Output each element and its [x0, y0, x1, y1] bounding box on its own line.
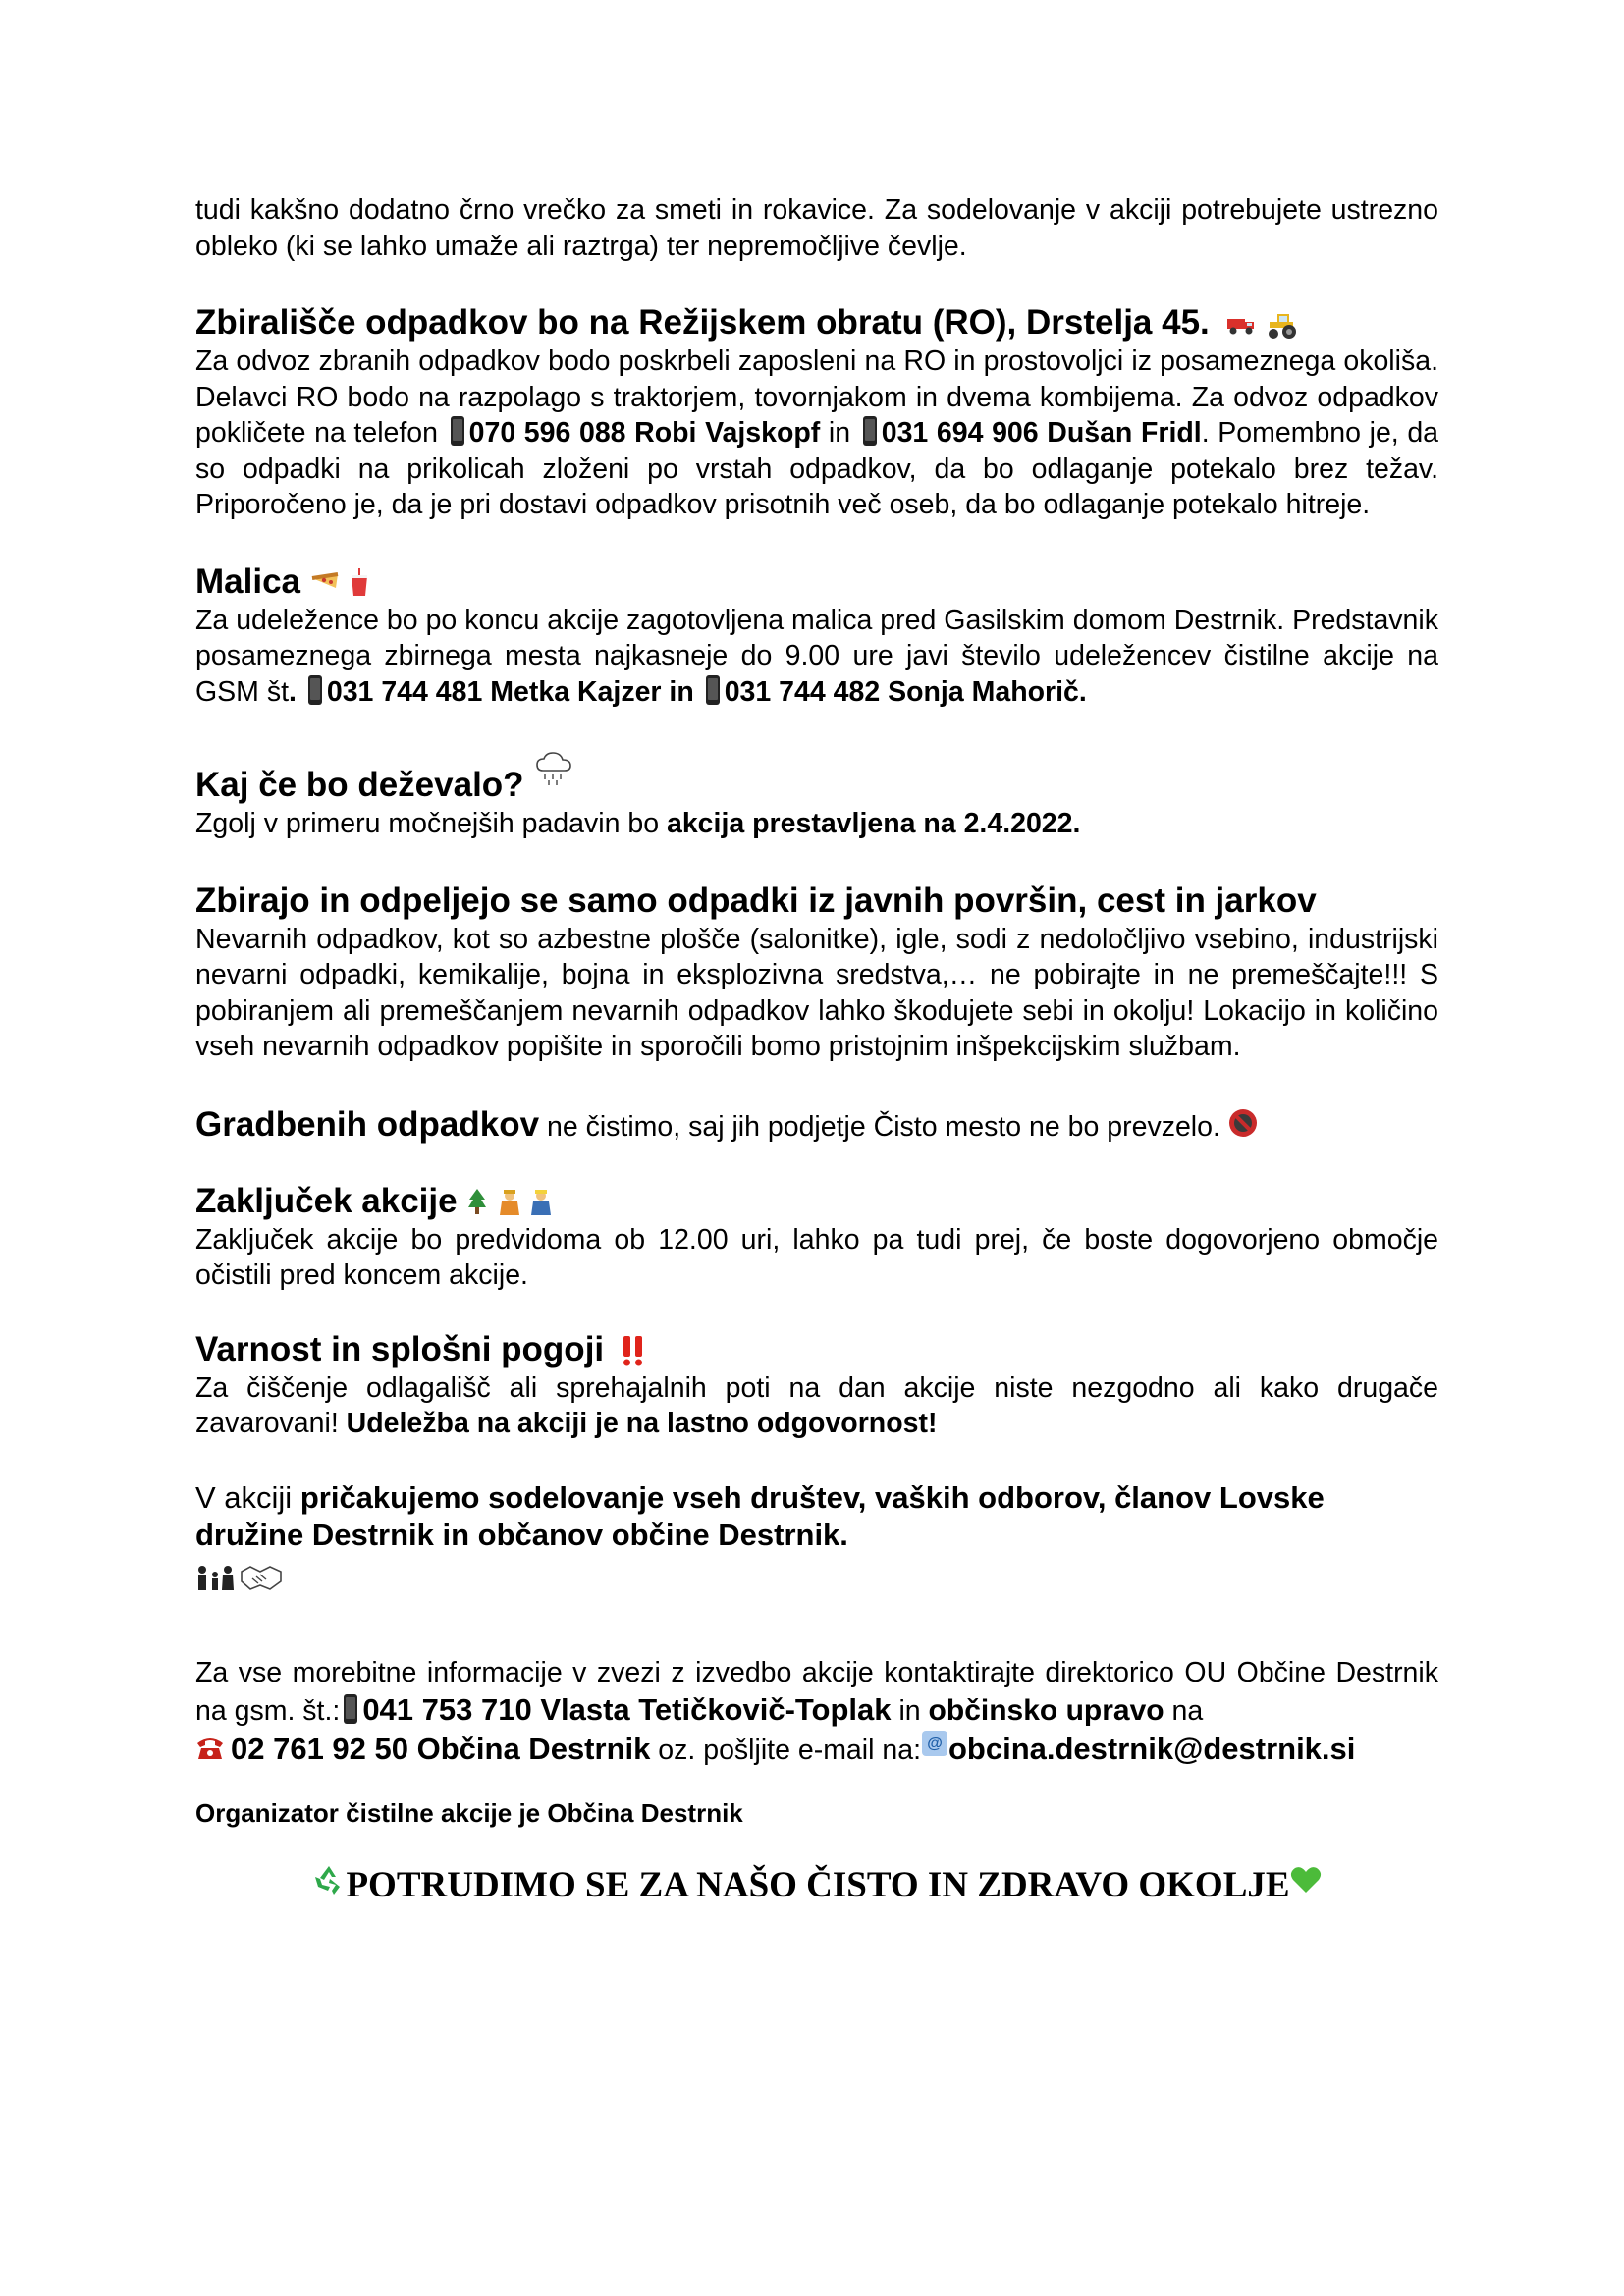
green-heart-icon [1290, 1865, 1322, 1895]
construction-section [195, 1104, 1438, 1148]
handshake-icon [239, 1562, 284, 1595]
snack-dot: . [289, 675, 297, 708]
document-content [195, 192, 1438, 1906]
public-paragraph: Nevarnih odpadkov, kot so azbestne plošče (salonitke), igle, sodi z nedoločljivo vsebino, industrijski nevarni odpadki, kemikalije, bojna in eksplozivna sredstva,… ne pobirajte in ne premeščajte!!! S pobiranjem ali premeščanjem nevarnih odpadkov lahko škodujete sebi in okolju! Lokacijo in količino vseh nevarnih odpadkov popišite in sporočili bomo pristojnim inšpekcijskim službam. [195, 923, 1438, 1062]
mobile-phone-icon [863, 416, 877, 446]
family-icon [195, 1565, 235, 1592]
end-heading-text: Zaključek akcije [195, 1181, 458, 1220]
expect-text: V akciji [195, 1479, 293, 1515]
rain-bold: akcija prestavljena na 2.4.2022. [666, 808, 1081, 839]
rain-section [195, 751, 1438, 842]
public-heading: Zbirajo in odpeljejo se samo odpadki iz javnih površin, cest in jarkov [195, 881, 1317, 920]
safety-heading-text: Varnost in splošni pogoji [195, 1329, 605, 1368]
mobile-phone-icon [308, 675, 322, 705]
phone-metka: 031 744 481 Metka Kajzer in [326, 675, 694, 708]
collection-text-2: . Pomembno je, da so odpadki na prikolicah zloženi po vrstah odpadkov, da bo odlaganje potekalo brez težav. Priporočeno je, da je pri dostavi odpadkov prisotnih več oseb, da bo odlaganje potekalo hitreje. [195, 417, 1439, 520]
construction-text: ne čistimo, saj jih podjetje Čisto mesto ne bo prevzelo. [546, 1110, 1220, 1143]
contact-email[interactable]: obcina.destrnik@destrnik.si [947, 1731, 1356, 1766]
collection-text: Za odvoz zbranih odpadkov bodo poskrbeli zaposleni na RO in prostovoljci iz posameznega okoliša. Delavci RO bodo na razpolago s traktorjem, tovornjakom in dvema kombijema. Za odvoz odpadkov pokličete na telefon [195, 346, 1438, 449]
phone-dusan: 031 694 906 Dušan Fridl [881, 417, 1202, 449]
snack-text: Za udeležence bo po koncu akcije zagotovljena malica pred Gasilskim domom Destrnik. Predstavnik posameznega zbirnega mesta najkasneje do 9.00 ure javi število udeležencev čistilne akcije na GSM št [195, 604, 1438, 708]
expect-icons [195, 1562, 1438, 1601]
mobile-phone-icon [344, 1694, 357, 1724]
snack-heading-text: Malica [195, 561, 300, 601]
safety-bold: Udeležba na akciji je na lastno odgovornost! [346, 1408, 938, 1439]
phone-sonja: 031 744 482 Sonja Mahorič. [724, 675, 1087, 708]
slogan-text: POTRUDIMO SE ZA NAŠO ČISTO IN ZDRAVO OKOLJE [346, 1864, 1290, 1905]
expect-bold: pričakujemo sodelovanje vseh društev, vaških odborov, članov Lovske družine Destrnik in občanov občine Destrnik. [195, 1479, 1325, 1552]
construction-line [195, 1104, 1438, 1148]
rain-text: Zgolj v primeru močnejših padavin bo [195, 808, 660, 839]
workers-icon [498, 1188, 559, 1217]
double-exclamation-icon [620, 1334, 647, 1367]
collection-heading-text: Zbirališče odpadkov bo na Režijskem obratu (RO), Drstelja 45. [195, 303, 1210, 342]
contact-phone: 041 753 710 Vlasta Tetičkovič-Toplak [362, 1691, 892, 1727]
expect-section [195, 1479, 1438, 1601]
end-heading [195, 1181, 1438, 1222]
safety-paragraph [195, 1370, 1438, 1442]
rain-heading-text: Kaj če bo deževalo? [195, 766, 524, 804]
and-text: in [828, 417, 851, 449]
contact-landline: 02 761 92 50 Občina Destrnik [231, 1731, 651, 1766]
recycle-icon [312, 1863, 346, 1896]
safety-text: Za čiščenje odlagališč ali sprehajalnih poti na dan akcije niste nezgodno ali kako drugače zavarovani! [195, 1371, 1438, 1439]
slogan [195, 1863, 1438, 1906]
organizer-text: Organizator čistilne akcije je Občina Destrnik [195, 1797, 743, 1828]
mobile-phone-icon [451, 416, 464, 446]
email-icon [921, 1730, 948, 1757]
rain-cloud-icon [533, 751, 574, 788]
collection-paragraph [195, 344, 1438, 523]
snack-paragraph [195, 603, 1438, 711]
intro-paragraph: tudi kakšno dodatno črno vrečko za smeti in rokavice. Za sodelovanje v akciji potrebujete ustrezno obleko (ki se lahko umaže ali raztrga) ter nepremočljive čevlje. [195, 194, 1438, 262]
contact-section [195, 1654, 1438, 1769]
truck-icon [1225, 313, 1257, 337]
collection-section [195, 302, 1438, 523]
snack-section [195, 561, 1438, 711]
contact-paragraph [195, 1654, 1438, 1769]
pizza-icon [310, 570, 340, 596]
phone-robi: 070 596 088 Robi Vajskopf [468, 417, 821, 449]
svg-text:@: @ [927, 1735, 943, 1752]
contact-na: na [1171, 1694, 1204, 1727]
tractor-icon [1266, 310, 1301, 340]
construction-heading: Gradbenih odpadkov [195, 1104, 540, 1144]
contact-oz: oz. pošljite e-mail na: [658, 1734, 921, 1766]
contact-office: občinsko upravo [928, 1693, 1164, 1727]
end-section [195, 1181, 1438, 1294]
expect-paragraph [195, 1479, 1438, 1554]
safety-heading [195, 1329, 1438, 1370]
end-paragraph: Zaključek akcije bo predvidoma ob 12.00 uri, lahko pa tudi prej, če boste dogovorjeno območje očistili pred koncem akcije. [195, 1223, 1438, 1291]
contact-text: Za vse morebitne informacije v zvezi z izvedbo akcije kontaktirajte direktorico OU Občine Destrnik na gsm. št.: [195, 1656, 1438, 1727]
telephone-icon [195, 1735, 225, 1761]
prohibited-icon [1228, 1108, 1258, 1138]
drink-cup-icon [349, 568, 370, 598]
safety-section [195, 1329, 1438, 1442]
contact-in: in [898, 1694, 921, 1727]
public-section [195, 881, 1438, 1065]
rain-heading [195, 751, 1438, 806]
mobile-phone-icon [706, 675, 720, 705]
snack-heading [195, 561, 1438, 603]
collection-heading [195, 302, 1438, 344]
rain-paragraph [195, 806, 1438, 842]
tree-icon [466, 1188, 488, 1217]
